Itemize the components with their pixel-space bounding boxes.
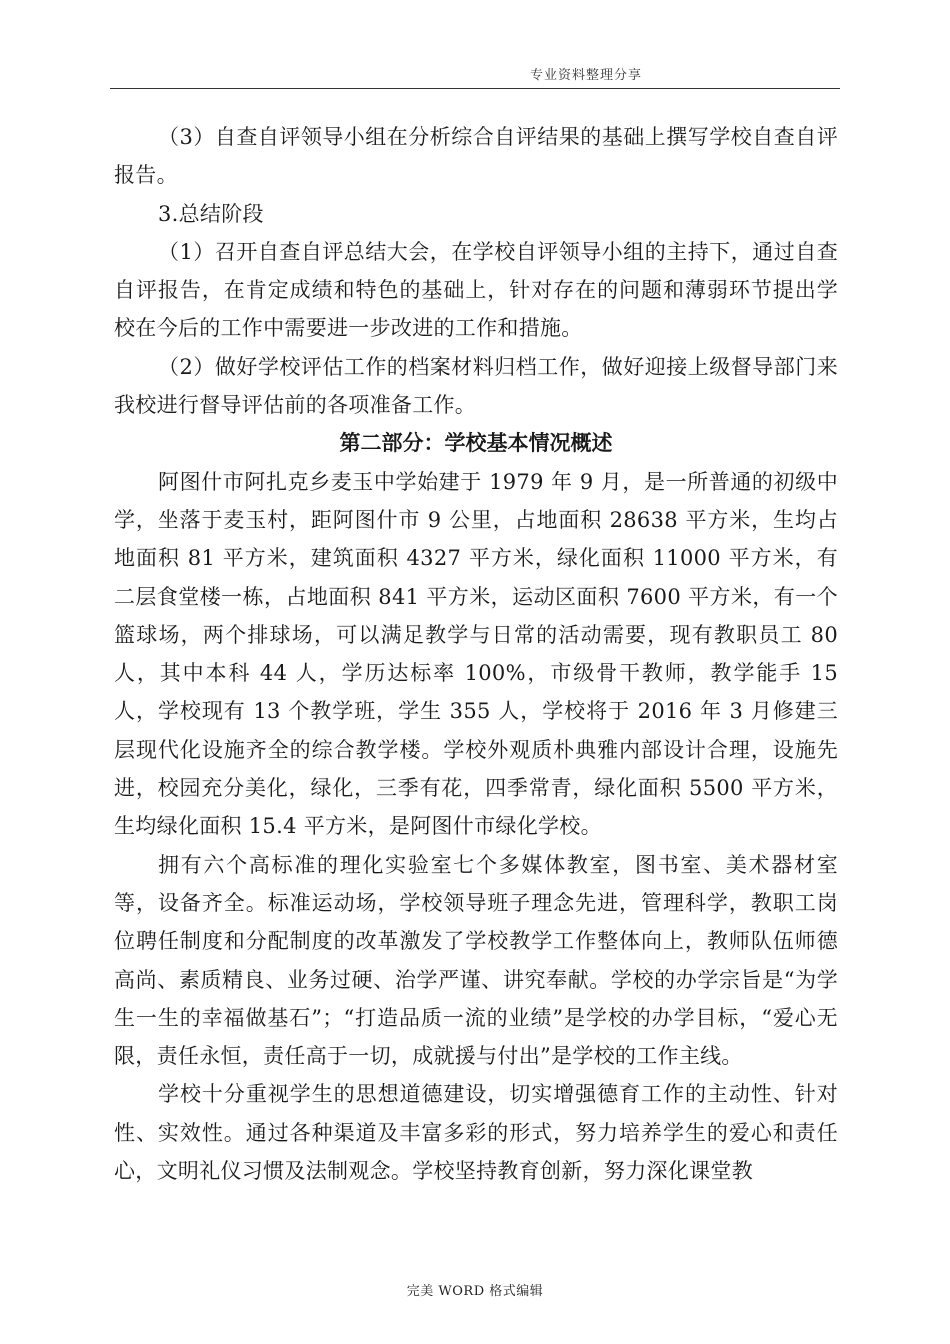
page-header xyxy=(110,62,840,89)
document-body xyxy=(114,118,838,1190)
paragraph: 阿图什市阿扎克乡麦玉中学始建于 1979 年 9 月，是一所普通的初级中学，坐落于麦玉村，距阿图什市 9 公里，占地面积 28638 平方米，生均占地面积 81 平方米，建筑面积 4327 平方米，绿化面积 11000 平方米，有二层食堂楼一栋，占地面积 841 平方米，运动区面积 7600 平方米，有一个篮球场，两个排球场，可以满足教学与日常的活动需要，现有教职员工 80 人，其中本科 44 人，学历达标率 100%，市级骨干教师，教学能手 15 人，学校现有 13 个教学班，学生 355 人，学校将于 2016 年 3 月修建三层现代化设施齐全的综合教学楼。学校外观质朴典雅内部设计合理，设施先进，校园充分美化，绿化，三季有花，四季常青，绿化面积 5500 平方米，生均绿化面积 15.4 平方米，是阿图什市绿化学校。 xyxy=(114,469,838,839)
page-footer: 完美 WORD 格式编辑 xyxy=(406,1284,544,1299)
paragraph: （1）召开自查自评总结大会，在学校自评领导小组的主持下，通过自查自评报告，在肯定成绩和特色的基础上，针对存在的问题和薄弱环节提出学校在今后的工作中需要进一步改进的工作和措施。 xyxy=(114,239,838,341)
paragraph: 拥有六个高标准的理化实验室七个多媒体教室，图书室、美术器材室等，设备齐全。标准运动场，学校领导班子理念先进，管理科学，教职工岗位聘任制度和分配制度的改革激发了学校教学工作整体向上，教师队伍师德高尚、素质精良、业务过硬、治学严谨、讲究奉献。学校的办学宗旨是“为学生一生的幸福做基石”；“打造品质一流的业绩”是学校的办学目标，“爱心无限，责任永恒，责任高于一切，成就援与付出”是学校的工作主线。 xyxy=(114,852,838,1069)
paragraph: 学校十分重视学生的思想道德建设，切实增强德育工作的主动性、针对性、实效性。通过各种渠道及丰富多彩的形式，努力培养学生的爱心和责任心，文明礼仪习惯及法制观念。学校坚持教育创新，努力深化课堂教 xyxy=(114,1082,838,1184)
subheading-summary-stage: 3.总结阶段 xyxy=(158,201,264,226)
paragraph: （3）自查自评领导小组在分析综合自评结果的基础上撰写学校自查自评报告。 xyxy=(114,125,838,188)
paragraph: （2）做好学校评估工作的档案材料归档工作，做好迎接上级督导部门来我校进行督导评估前的各项准备工作。 xyxy=(114,354,838,418)
section-heading: 第二部分：学校基本情况概述 xyxy=(339,431,613,456)
header-text: 专业资料整理分享 xyxy=(529,68,642,83)
